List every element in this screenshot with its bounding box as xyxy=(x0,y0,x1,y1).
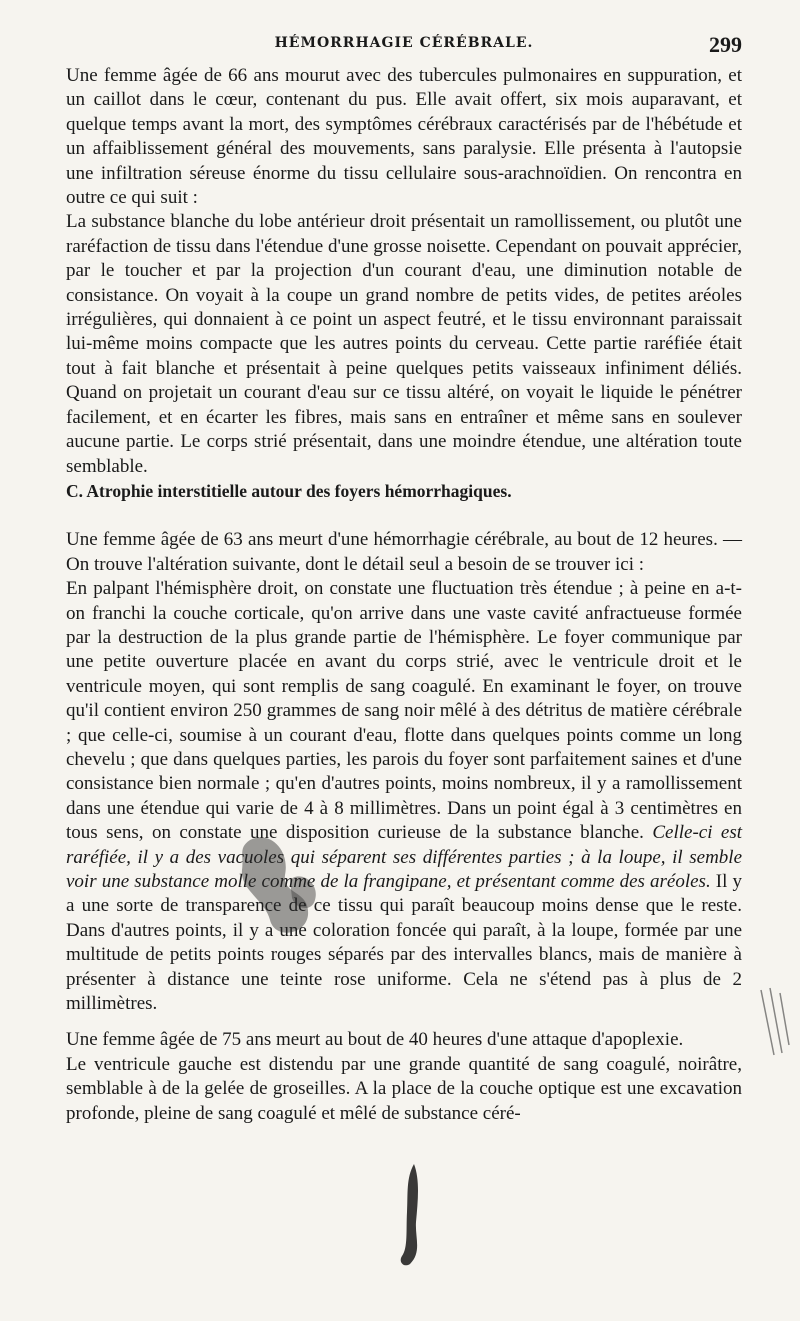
paragraph-1: Une femme âgée de 66 ans mourut avec des tubercules pulmonaires en suppuration, et un caillot dans le cœur, contenant du pus. Elle avait offert, six mois auparavant, et quelque temps avant la mort, des symptômes cérébraux caractérisés par de l'hébétude et un affaiblissement général des mouvements, sans paralysie. Elle présenta à l'autopsie une infiltration séreuse énorme du tissu cellulaire sous-arachnoïdien. On rencontra en outre ce qui suit : xyxy=(66,65,742,209)
paragraph-5: Une femme âgée de 75 ans meurt au bout de 40 heures d'une attaque d'apoplexie. xyxy=(66,1029,684,1051)
paragraph-4-italic: Celle-ci est raréfiée, il y a des vacuoles qui séparent ses différentes parties ; à la loupe, il semble voir une substance molle comme de la frangipane, et présentant comme des aréoles. xyxy=(66,822,742,892)
paragraph-6: Le ventricule gauche est distendu par une grande quantité de sang coagulé, noirâtre, semblable à de la gelée de groseilles. A la place de la couche optique est une excavation profonde, pleine de sang coagulé et mêlé de substance céré- xyxy=(66,1053,742,1124)
paragraph-3: Une femme âgée de 63 ans meurt d'une hémorrhagie cérébrale, au bout de 12 heures. — On trouve l'altération suivante, dont le détail seul a besoin de se trouver ici : xyxy=(66,529,742,575)
paragraph-4 xyxy=(66,577,742,1016)
margin-scratch-mark xyxy=(756,985,796,1065)
section-heading: C. Atrophie interstitielle autour des foyers hémorrhagiques. xyxy=(66,480,512,501)
paragraph-4-text-a: En palpant l'hémisphère droit, on constate une fluctuation très étendue ; à peine en a-t-on franchi la couche corticale, qu'on arrive dans une vaste cavité anfractueuse formée par la destruction de la plus grande partie de l'hémisphère. Le foyer communique par une petite ouverture placée en avant du corps strié, avec le ventricule droit et le ventricule moyen, qui sont remplis de sang coagulé. En examinant le foyer, on trouve qu'il contient environ 250 grammes de sang noir mêlé à des détritus de matière cérébrale ; que celle-ci, soumise à un courant d'eau, flotte dans quelques points comme un long chevelu ; que dans quelques parties, les parois du foyer sont parfaitement saines et d'une consistance bien normale ; qu'en d'autres points, moins nombreux, il y a ramollissement dans une étendue qui varie de 4 à 8 millimètres. Dans un point égal à 3 centimètres en tous sens, on constate une disposition curieuse de la substance blanche. xyxy=(66,578,742,844)
paragraph-4-text-b: Il y a une sorte de transparence de ce tissu qui paraît beaucoup moins dense que le reste. Dans d'autres points, il y a une coloration foncée qui paraît, à la loupe, formée par une multitude de petits points rouges séparés par des intervalles blancs, mais de manière à présenter à distance une teinte rose uniforme. Cela ne s'étend pas à plus de 2 millimètres. xyxy=(66,871,742,1015)
page-number: 299 xyxy=(709,32,742,57)
paragraph-2: La substance blanche du lobe antérieur droit présentait un ramollissement, ou plutôt une raréfaction de tissu dans l'étendue d'une grosse noisette. Cependant on pouvait apprécier, par le toucher et par la projection d'un courant d'eau, une diminution notable de consistance. On voyait à la coupe un grand nombre de petits vides, de petites aréoles irrégulières, qui donnaient à ce point un aspect feutré, et le tissu environnant paraissait lui-même moins compacte que les autres points du cerveau. Cette partie raréfiée était tout à fait blanche et présentait à peine quelques petits vaisseaux infiniment déliés. Quand on projetait un courant d'eau sur ce tissu altéré, on voyait le liquide le pénétrer facilement, et en écarter les fibres, mais sans en entraîner et même sans en soulever aucune partie. Le corps strié présentait, dans une moindre étendue, une altération toute semblable. xyxy=(66,211,742,477)
page-body xyxy=(66,64,742,1126)
page-header xyxy=(66,32,742,56)
running-head: HÉMORRHAGIE CÉRÉBRALE. xyxy=(274,35,534,51)
ink-stroke-mark xyxy=(392,1160,442,1270)
